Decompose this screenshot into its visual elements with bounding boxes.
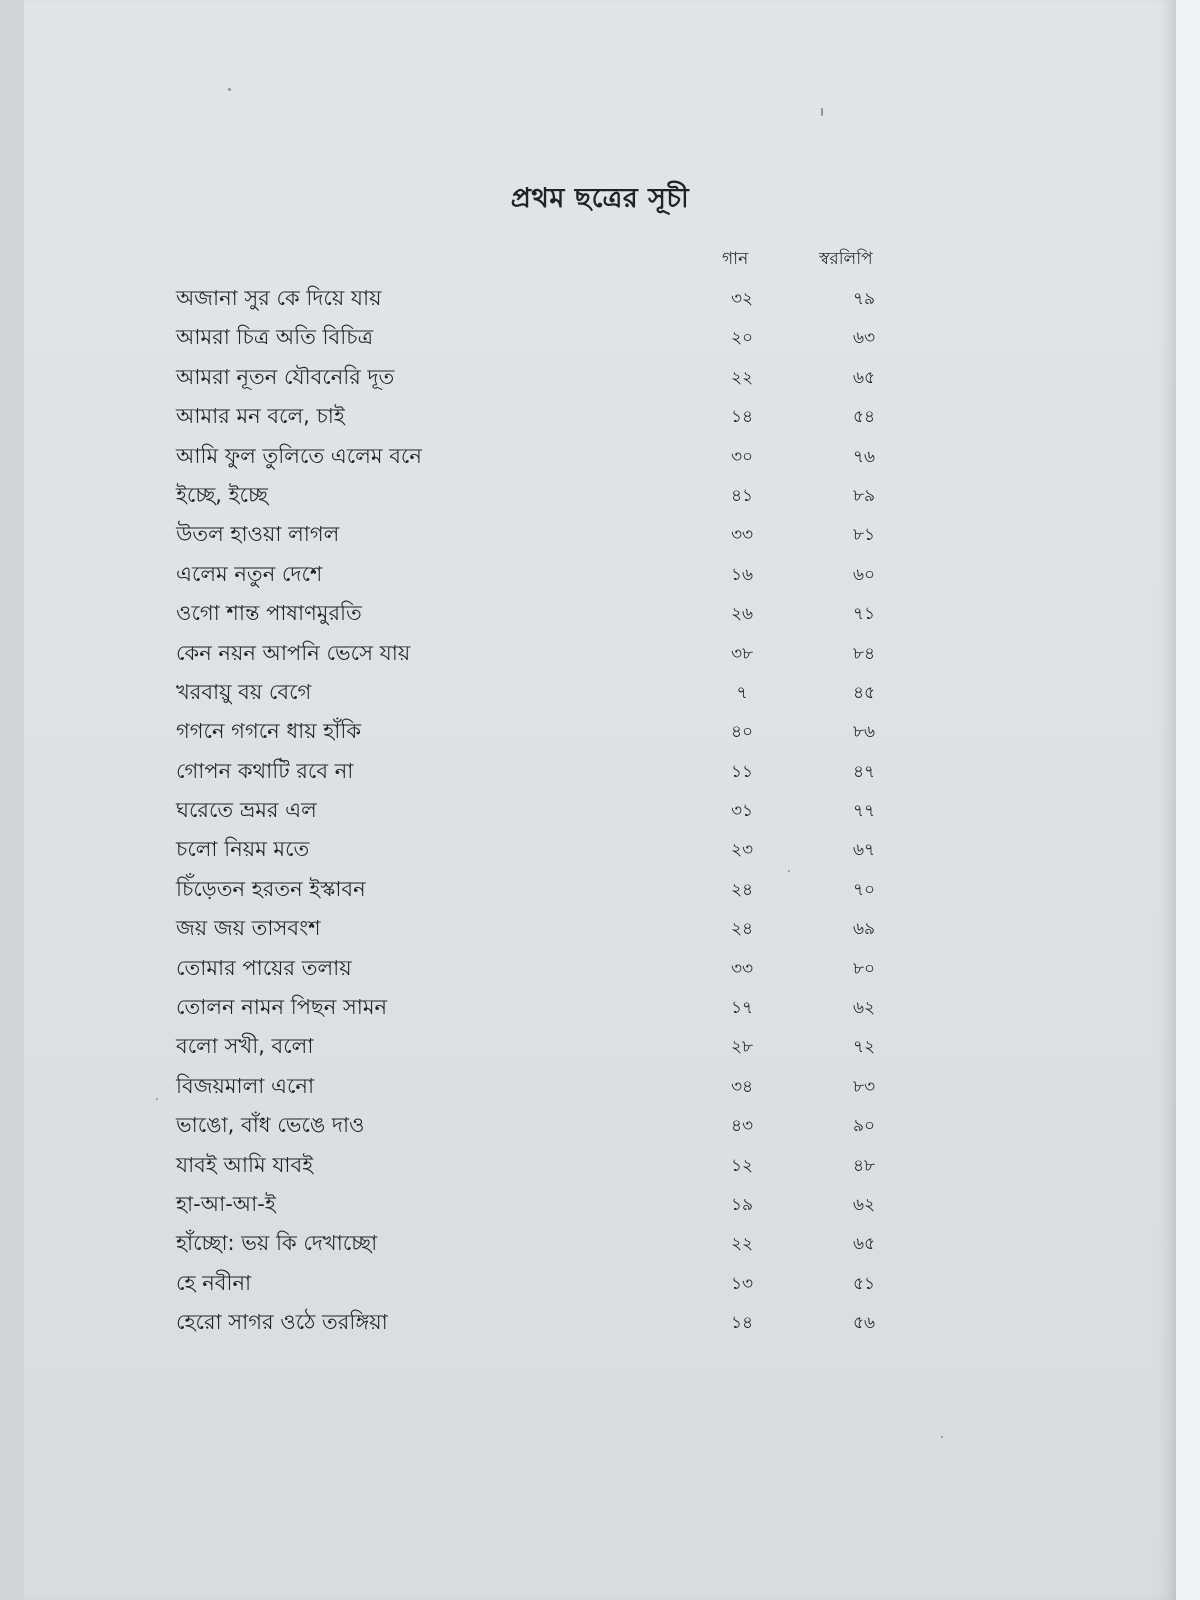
gaan-page-number: ৪০ (730, 722, 754, 743)
song-first-line: তোলন নামন পিছন সামন (176, 995, 388, 1020)
swaralipi-page-number: ৬৫ (852, 367, 876, 388)
song-first-line: গগনে গগনে ধায় হাঁকি (176, 719, 362, 744)
gaan-page-number: ৭ (736, 682, 748, 703)
swaralipi-page-number: ৮৩ (852, 1076, 876, 1097)
gaan-page-number: ১২ (730, 1155, 754, 1176)
gaan-page-number: ১৩ (730, 1273, 754, 1294)
gaan-page-number: ১৪ (730, 1313, 754, 1334)
swaralipi-page-number: ৪৫ (852, 682, 876, 703)
page-edge (1176, 0, 1200, 1600)
paper-speck (788, 870, 790, 872)
index-row (24, 792, 1176, 831)
swaralipi-page-number: ৬৯ (852, 919, 876, 940)
song-first-line: অজানা সুর কে দিয়ে যায় (176, 286, 382, 310)
index-list (24, 280, 1176, 1344)
song-first-line: ওগো শান্ত পাষাণমুরতি (176, 601, 362, 626)
column-header-swaralipi: স্বরলিপি (819, 249, 873, 269)
gaan-page-number: ৩১ (730, 801, 754, 822)
gaan-page-number: ৪৩ (730, 1116, 754, 1137)
gaan-page-number: ১৭ (730, 998, 754, 1019)
song-first-line: কেন নয়ন আপনি ভেসে যায় (176, 640, 411, 665)
song-first-line: হা-আ-আ-ই (176, 1191, 276, 1216)
index-row (24, 516, 1176, 555)
index-row (24, 319, 1176, 358)
song-first-line: ইচ্ছে, ইচ্ছে (176, 482, 268, 507)
song-first-line: চলো নিয়ম মতে (176, 837, 310, 862)
swaralipi-page-number: ৬২ (852, 1194, 876, 1215)
song-first-line: আমার মন বলে, চাই (176, 404, 345, 429)
index-row (24, 595, 1176, 634)
column-header-gaan: গান (722, 249, 749, 269)
gaan-page-number: ২০ (730, 328, 754, 349)
gaan-page-number: ৩৪ (730, 1076, 754, 1097)
swaralipi-page-number: ৬২ (852, 998, 876, 1019)
index-row (24, 1147, 1176, 1186)
index-row (24, 1068, 1176, 1107)
gaan-page-number: ৩২ (730, 289, 754, 309)
song-first-line: খরবায়ু বয় বেগে (176, 679, 312, 704)
song-first-line: আমি ফুল তুলিতে এলেম বনে (176, 443, 422, 468)
index-row (24, 1304, 1176, 1343)
swaralipi-page-number: ৭০ (852, 879, 876, 900)
index-row (24, 871, 1176, 910)
gaan-page-number: ২৮ (730, 1037, 754, 1058)
swaralipi-page-number: ৬৫ (852, 1234, 876, 1255)
swaralipi-page-number: ৭৬ (852, 446, 876, 467)
song-first-line: হাঁচ্ছো: ভয় কি দেখাচ্ছো (176, 1231, 378, 1256)
swaralipi-page-number: ৮০ (852, 958, 876, 979)
gaan-page-number: ২২ (730, 367, 754, 388)
index-row (24, 1265, 1176, 1304)
song-first-line: চিঁড়েতন হরতন ইস্কাবন (176, 876, 366, 901)
swaralipi-page-number: ৮৬ (852, 722, 876, 743)
paper-speck (228, 88, 231, 91)
paper-speck (941, 1436, 943, 1438)
swaralipi-page-number: ৬৭ (852, 840, 876, 861)
gaan-page-number: ৩৮ (730, 643, 754, 664)
song-first-line: আমরা নূতন যৌবনেরি দূত (176, 364, 395, 389)
index-row (24, 1186, 1176, 1225)
song-first-line: বিজয়মালা এনো (176, 1073, 315, 1098)
song-first-line: আমরা চিত্র অতি বিচিত্র (176, 325, 374, 350)
swaralipi-page-number: ৭৭ (852, 801, 876, 822)
index-row (24, 1107, 1176, 1146)
index-row (24, 950, 1176, 989)
swaralipi-page-number: ৭১ (852, 604, 876, 625)
swaralipi-page-number: ৭৯ (852, 289, 876, 309)
gaan-page-number: ১১ (730, 761, 754, 782)
gaan-page-number: ২৪ (730, 879, 754, 900)
book-page (24, 0, 1176, 1600)
index-row (24, 398, 1176, 437)
index-row (24, 989, 1176, 1028)
index-row (24, 674, 1176, 713)
swaralipi-page-number: ৪৭ (852, 761, 876, 782)
song-first-line: হেরো সাগর ওঠে তরঙ্গিয়া (176, 1310, 388, 1335)
paper-speck (156, 1098, 158, 1100)
index-row (24, 280, 1176, 319)
swaralipi-page-number: ৮১ (852, 525, 876, 546)
gaan-page-number: ১৬ (730, 564, 754, 585)
song-first-line: ঘরেতে ভ্রমর এল (176, 798, 317, 823)
swaralipi-page-number: ৮৪ (852, 643, 876, 664)
index-row (24, 910, 1176, 949)
swaralipi-page-number: ৫৬ (852, 1313, 876, 1334)
swaralipi-page-number: ৫৪ (852, 407, 876, 428)
page-title: প্রথম ছত্রের সূচী (510, 183, 690, 214)
swaralipi-page-number: ৫১ (852, 1273, 876, 1294)
gaan-page-number: ২২ (730, 1234, 754, 1255)
gaan-page-number: ২৬ (730, 604, 754, 625)
gaan-page-number: ৩৩ (730, 958, 754, 979)
index-row (24, 1028, 1176, 1067)
index-row (24, 359, 1176, 398)
gaan-page-number: ১৯ (730, 1194, 754, 1215)
gaan-page-number: ২৩ (730, 840, 754, 861)
index-row (24, 713, 1176, 752)
swaralipi-page-number: ৭২ (852, 1037, 876, 1058)
gaan-page-number: ৩০ (730, 446, 754, 467)
swaralipi-page-number: ৪৮ (852, 1155, 876, 1176)
gaan-page-number: ৪১ (730, 485, 754, 506)
song-first-line: ভাঙো, বাঁধ ভেঙে দাও (176, 1113, 365, 1138)
gaan-page-number: ১৪ (730, 407, 754, 428)
song-first-line: হে নবীনা (176, 1270, 252, 1295)
song-first-line: গোপন কথাটি রবে না (176, 758, 354, 783)
index-row (24, 831, 1176, 870)
index-row (24, 753, 1176, 792)
song-first-line: যাবই আমি যাবই (176, 1152, 314, 1177)
song-first-line: এলেম নতুন দেশে (176, 561, 323, 586)
song-first-line: বলো সখী, বলো (176, 1034, 314, 1059)
index-row (24, 635, 1176, 674)
song-first-line: তোমার পায়ের তলায় (176, 955, 352, 980)
gaan-page-number: ২৪ (730, 919, 754, 940)
gaan-page-number: ৩৩ (730, 525, 754, 546)
swaralipi-page-number: ৬০ (852, 564, 876, 585)
index-row (24, 1225, 1176, 1264)
swaralipi-page-number: ৯০ (852, 1116, 876, 1137)
swaralipi-page-number: ৬৩ (852, 328, 876, 349)
index-row (24, 438, 1176, 477)
song-first-line: জয় জয় তাসবংশ (176, 916, 321, 941)
index-row (24, 556, 1176, 595)
paper-speck (821, 108, 823, 116)
swaralipi-page-number: ৮৯ (852, 485, 876, 506)
song-first-line: উতল হাওয়া লাগল (176, 522, 340, 547)
index-row (24, 477, 1176, 516)
